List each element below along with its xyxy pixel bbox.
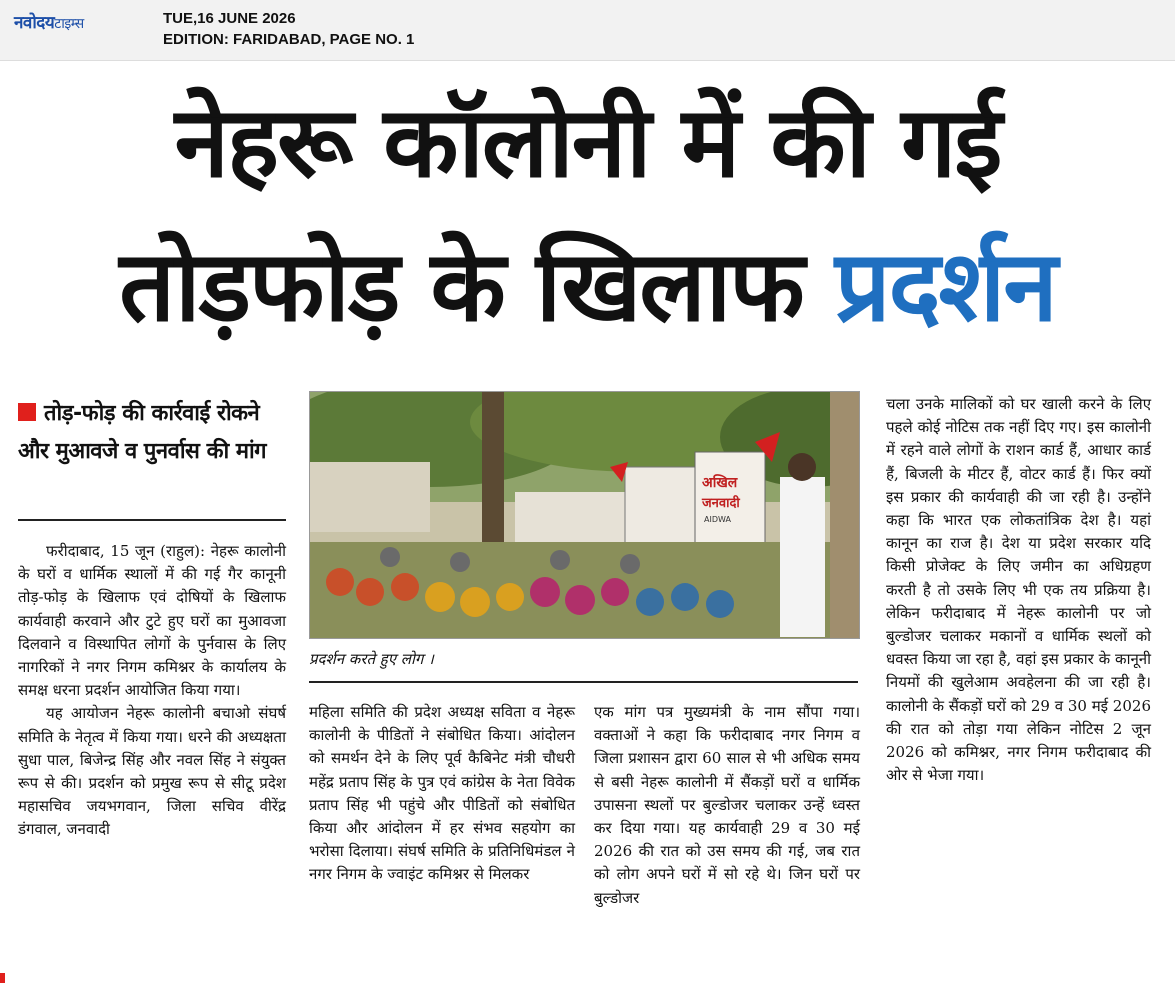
red-square-bullet-icon xyxy=(18,403,36,421)
article-column-3 xyxy=(594,701,860,910)
article-column-1 xyxy=(18,540,286,842)
headline-line-2 xyxy=(0,222,1175,352)
masthead-bar xyxy=(0,0,1175,61)
logo-main: नवोदय xyxy=(14,13,55,33)
article-paragraph: यह आयोजन नेहरू कालोनी बचाओ संघर्ष समिति के नेतृत्व में किया गया। धरने की अध्यक्षता सुधा पाल, बिजेन्द्र सिंह और नवल सिंह ने संयुक्त रूप से की। प्रदर्शन को प्रमुख रूप से सीटू प्रदेश महासचिव जयभगवान, जिला सचिव वीरेंद्र डंगवाल, जनवादी xyxy=(18,704,286,839)
subheading xyxy=(18,395,286,471)
article-paragraph: फरीदाबाद, 15 जून (राहुल): नेहरू कालोनी के घरों व धार्मिक स्थालों में की गई गैर कानूनी तोड़-फोड़ के खिलाफ एवं दोषियों के खिलाफ कार्यवाही करवाने और टुटे हुए घरों का मुआवजा दिलवाने व विस्थापित लोगों के पुर्नवास के लिए नागरिकों ने नगर निगम कमिश्नर के कार्यालय के समक्ष धरना प्रदर्शन आयोजित किया गया। xyxy=(18,542,286,700)
article-column-2 xyxy=(309,701,575,887)
article-paragraph: एक मांग पत्र मुख्यमंत्री के नाम सौंपा गया। वक्ताओं ने कहा कि फरीदाबाद नगर निगम व जिला प्रशासन द्वारा 60 साल से भी अधिक समय से बसी नेहरू कालोनी में सैंकड़ों घरों व धार्मिक उपासना स्थलों पर बुल्डोजर चलाकर उन्हें ध्वस्त कर दिया गया। यह कार्यवाही 29 व 30 मई 2026 की रात को उस समय की गई, जब रात को लोग अपने घरों में सो रहे थे। जिन घरों पर बुल्डोजर xyxy=(594,703,860,907)
edition-line: EDITION: FARIDABAD, PAGE NO. 1 xyxy=(163,31,415,48)
edition-info xyxy=(163,8,414,50)
page-edge-marker xyxy=(0,973,5,983)
caption-rule xyxy=(309,681,858,683)
banner-text-2: जनवादी xyxy=(702,496,740,511)
headline-line-2-main: तोड़फोड़ के खिलाफ xyxy=(119,230,835,344)
headline-line-1: नेहरू कॉलोनी में की गई xyxy=(174,86,1001,200)
subheading-text: तोड़-फोड़ की कार्रवाई रोकने और मुआवजे व पुनर्वास की मांग xyxy=(18,401,267,464)
logo-sub: टाइम्स xyxy=(54,16,84,32)
newspaper-logo xyxy=(14,10,84,33)
subheading-rule xyxy=(18,519,286,521)
banner-text-1: अखिल xyxy=(702,475,738,491)
article-paragraph: चला उनके मालिकों को घर खाली करने के लिए पहले कोई नोटिस तक नहीं दिए गए। इस कालोनी में रहने वाले लोगों के राशन कार्ड हैं, आधार कार्ड हैं, बिजली के मीटर हैं, वोटर कार्ड हैं। फिर क्यों इस प्रकार की कार्यवाही की जा रही है। उन्होंने कहा कि भारत एक लोकतांत्रिक देश है। यहां कानून का राज है। देश या प्रदेश सरकार यदि किसी प्रोजेक्ट के लिए जमीन का अधिग्रहण करती है तो उसके लिए भी एक तय प्रक्रिया है। लेकिन फरीदाबाद में नेहरू कालोनी पर जो बुल्डोजर चलाकर मकानों व धार्मिक स्थलों को धवस्त किया जा रहा है, वहां इस प्रकार के कानूनी नियमों की खुलेआम अवहेलना की जा रही है। कालोनी के सैंकड़ों घरों को 29 व 30 मई 2026 की रात को तोड़ा गया लेकिन नोटिस 2 जून 2026 को कमिश्नर, नगर निगम फरीदाबाद की ओर से भेजा गया। xyxy=(886,395,1151,785)
article-paragraph: महिला समिति की प्रदेश अध्यक्ष सविता व नेहरू कालोनी के पीडितों ने संबोधित किया। आंदोलन को समर्थन देने के लिए पूर्व कैबिनेट मंत्री चौधरी महेंद्र प्रताप सिंह के पुत्र एवं कांग्रेस के नेता विवेक प्रताप सिंह भी पहुंचे और पीडितों को संबोधित किया और आंदोलन में हर संभव सहयोग का भरोसा दिलाया। संघर्ष समिति के प्रतिनिधिमंडल ने नगर निगम के ज्वाइंट कमिश्नर से मिलकर xyxy=(309,703,575,884)
headline-accent-word: प्रदर्शन xyxy=(834,230,1056,344)
issue-date: TUE,16 JUNE 2026 xyxy=(163,10,296,27)
photo-caption: प्रदर्शन करते हुए लोग । xyxy=(309,650,434,668)
protest-photo-illustration xyxy=(310,392,859,638)
article-column-4 xyxy=(886,393,1151,787)
banner-tag: AIDWA xyxy=(704,515,731,524)
news-photo xyxy=(309,391,860,639)
